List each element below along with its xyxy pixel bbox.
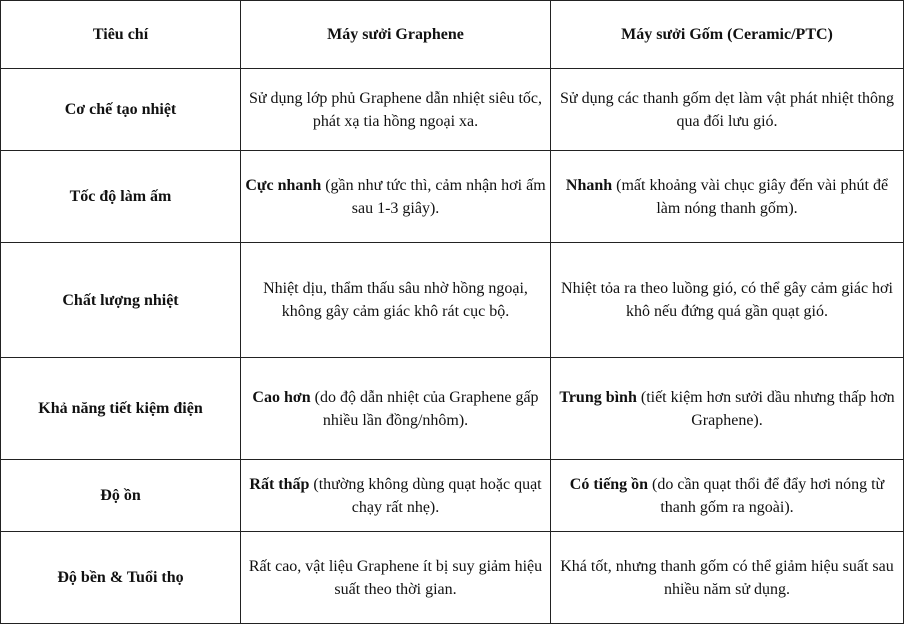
criteria-cell: Cơ chế tạo nhiệt [1, 69, 241, 151]
criteria-cell: Khả năng tiết kiệm điện [1, 358, 241, 460]
graphene-cell [241, 358, 551, 460]
graphene-text: (thường không dùng quạt hoặc quạt chạy rất nhẹ). [309, 475, 542, 516]
ceramic-text: (do cần quạt thổi để đẩy hơi nóng từ thanh gốm ra ngoài). [648, 475, 885, 516]
table-row [1, 243, 904, 358]
ceramic-text: (tiết kiệm hơn sưởi dầu nhưng thấp hơn Graphene). [636, 388, 895, 429]
ceramic-text: Sử dụng các thanh gốm dẹt làm vật phát nhiệt thông qua đối lưu gió. [560, 89, 894, 130]
ceramic-highlight: Có tiếng ồn [569, 475, 649, 493]
graphene-cell [241, 151, 551, 243]
ceramic-cell [551, 69, 904, 151]
graphene-text: Nhiệt dịu, thẩm thấu sâu nhờ hồng ngoại, không gây cảm giác khô rát cục bộ. [263, 280, 528, 320]
table-row [1, 358, 904, 460]
ceramic-cell [551, 243, 904, 358]
graphene-text: (do độ dẫn nhiệt của Graphene gấp nhiều lần đồng/nhôm). [310, 388, 539, 429]
ceramic-cell [551, 151, 904, 243]
graphene-highlight: Rất thấp [249, 475, 310, 493]
ceramic-text: (mất khoảng vài chục giây đến vài phút để làm nóng thanh gốm). [612, 176, 889, 217]
header-graphene: Máy sưởi Graphene [241, 1, 551, 69]
criteria-cell: Tốc độ làm ấm [1, 151, 241, 243]
graphene-text: (gần như tức thì, cảm nhận hơi ấm sau 1-3 giây). [321, 176, 546, 217]
criteria-cell: Độ ồn [1, 460, 241, 532]
table-row [1, 151, 904, 243]
ceramic-highlight: Nhanh [565, 176, 613, 194]
criteria-cell: Độ bền & Tuổi thọ [1, 532, 241, 624]
ceramic-cell [551, 358, 904, 460]
table-row [1, 532, 904, 624]
graphene-cell [241, 69, 551, 151]
graphene-text: Rất cao, vật liệu Graphene ít bị suy giảm hiệu suất theo thời gian. [248, 557, 543, 598]
header-ceramic: Máy sưởi Gốm (Ceramic/PTC) [551, 1, 904, 69]
graphene-cell [241, 243, 551, 358]
graphene-highlight: Cực nhanh [245, 176, 322, 194]
header-row [1, 1, 904, 69]
ceramic-highlight: Trung bình [559, 388, 637, 406]
graphene-cell [241, 460, 551, 532]
table-row [1, 460, 904, 532]
table-row [1, 69, 904, 151]
graphene-highlight: Cao hơn [252, 388, 311, 406]
ceramic-cell [551, 532, 904, 624]
ceramic-text: Nhiệt tỏa ra theo luồng gió, có thể gây cảm giác hơi khô nếu đứng quá gần quạt gió. [561, 280, 893, 320]
criteria-cell: Chất lượng nhiệt [1, 243, 241, 358]
graphene-text: Sử dụng lớp phủ Graphene dẫn nhiệt siêu tốc, phát xạ tia hồng ngoại xa. [248, 89, 543, 130]
header-criteria: Tiêu chí [1, 1, 241, 69]
ceramic-text: Khá tốt, nhưng thanh gốm có thể giảm hiệu suất sau nhiều năm sử dụng. [560, 557, 894, 598]
ceramic-cell [551, 460, 904, 532]
graphene-cell [241, 532, 551, 624]
